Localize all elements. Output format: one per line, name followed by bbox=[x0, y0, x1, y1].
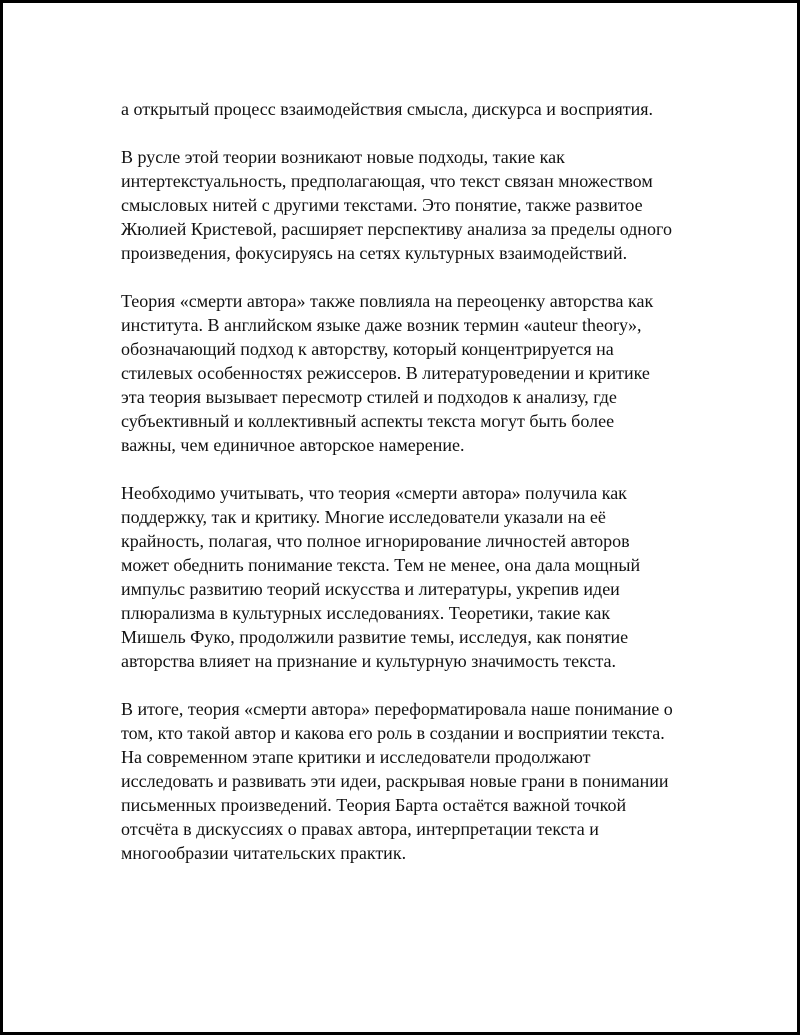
text-line: письменных произведений. Теория Барта остаётся важной точкой bbox=[121, 795, 627, 815]
text-line: может обеднить понимание текста. Тем не менее, она дала мощный bbox=[121, 555, 641, 575]
text-line: плюрализма в культурных исследованиях. Теоретики, такие как bbox=[121, 603, 611, 623]
text-line: эта теория вызывает пересмотр стилей и подходов к анализу, где bbox=[121, 387, 617, 407]
text-line: Теория «смерти автора» также повлияла на переоценку авторства как bbox=[121, 291, 654, 311]
text-line: субъективный и коллективный аспекты текста могут быть более bbox=[121, 411, 615, 431]
text-line: интертекстуальность, предполагающая, что текст связан множеством bbox=[121, 171, 653, 191]
text-line: отсчёта в дискуссиях о правах автора, интерпретации текста и bbox=[121, 819, 599, 839]
paragraph-3 bbox=[121, 289, 696, 457]
text-line: произведения, фокусируясь на сетях культурных взаимодействий. bbox=[121, 243, 628, 263]
text-line: В русле этой теории возникают новые подходы, такие как bbox=[121, 147, 565, 167]
text-line: В итоге, теория «смерти автора» переформатировала наше понимание о bbox=[121, 699, 673, 719]
text-line: Жюлией Кристевой, расширяет перспективу анализа за пределы одного bbox=[121, 219, 672, 239]
text-line: стилевых особенностях режиссеров. В литературоведении и критике bbox=[121, 363, 650, 383]
text-line: поддержку, так и критику. Многие исследователи указали на её bbox=[121, 507, 606, 527]
paragraph-2 bbox=[121, 145, 696, 265]
text-line: Мишель Фуко, продолжили развитие темы, исследуя, как понятие bbox=[121, 627, 629, 647]
text-line: многообразии читательских практик. bbox=[121, 843, 407, 863]
text-line: авторства влияет на признание и культурную значимость текста. bbox=[121, 651, 617, 671]
text-line: На современном этапе критики и исследователи продолжают bbox=[121, 747, 591, 767]
text-line: обозначающий подход к авторству, который концентрируется на bbox=[121, 339, 614, 359]
paragraph-1 bbox=[121, 97, 696, 121]
text-line: важны, чем единичное авторское намерение. bbox=[121, 435, 465, 455]
text-line: смысловых нитей с другими текстами. Это понятие, также развитое bbox=[121, 195, 643, 215]
text-line: Необходимо учитывать, что теория «смерти автора» получила как bbox=[121, 483, 627, 503]
text-line: а открытый процесс взаимодействия смысла, дискурса и восприятия. bbox=[121, 99, 654, 119]
paragraph-5 bbox=[121, 697, 696, 865]
text-line: импульс развитию теорий искусства и литературы, укрепив идеи bbox=[121, 579, 620, 599]
text-line: института. В английском языке даже возник термин «auteur theory», bbox=[121, 315, 642, 335]
paragraph-4 bbox=[121, 481, 696, 673]
text-line: исследовать и развивать эти идеи, раскрывая новые грани в понимании bbox=[121, 771, 669, 791]
document-body bbox=[121, 97, 696, 889]
text-line: крайность, полагая, что полное игнорирование личностей авторов bbox=[121, 531, 630, 551]
text-line: том, кто такой автор и какова его роль в создании и восприятии текста. bbox=[121, 723, 665, 743]
